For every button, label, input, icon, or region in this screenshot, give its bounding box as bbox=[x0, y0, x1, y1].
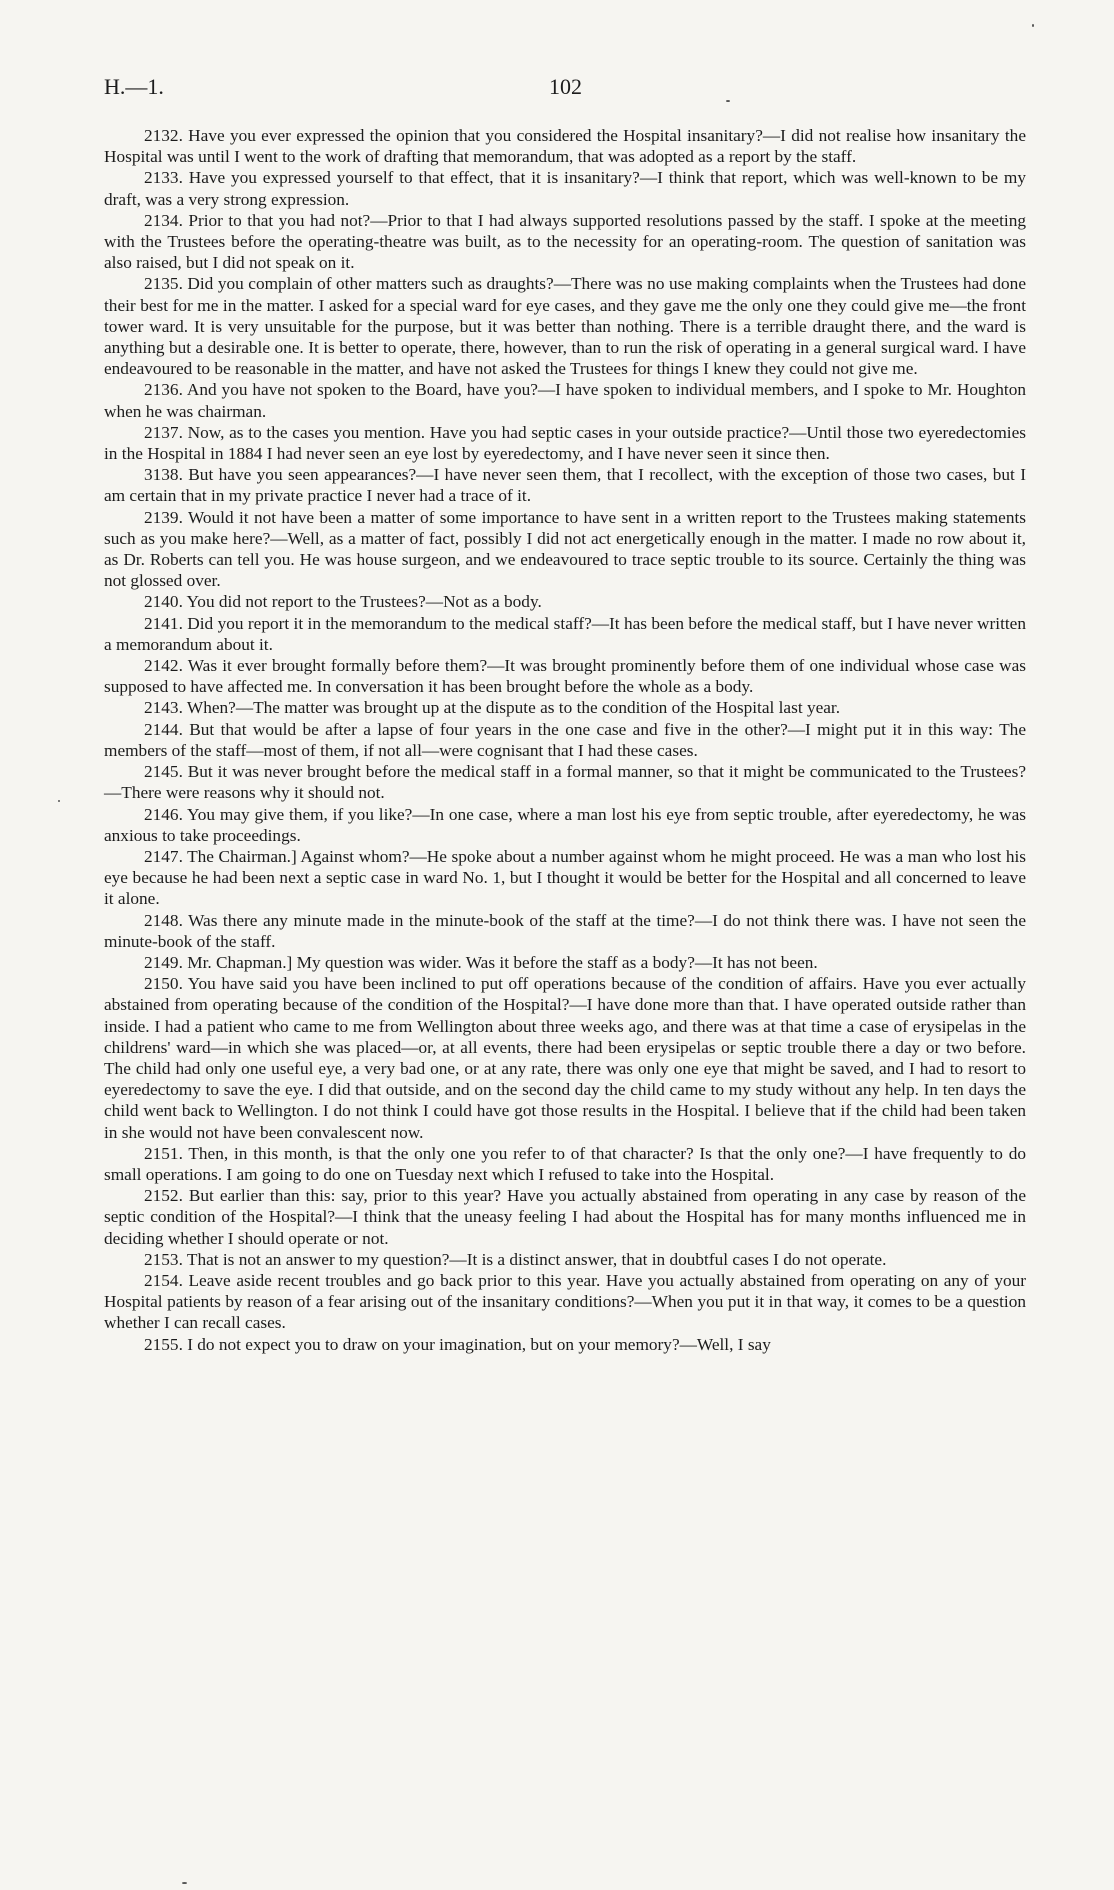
paragraph: 2153. That is not an answer to my question?—It is a distinct answer, that in doubtful cases I do not operate. bbox=[144, 1249, 887, 1269]
paragraph: 2144. But that would be after a lapse of four years in the one case and five in the other?—I might put it in this way: The members of the staff—most of them, if not all—were cognisant that I had these cases. bbox=[104, 719, 1026, 760]
paragraph: 2139. Would it not have been a matter of some importance to have sent in a written report to the Trustees making statements such as you make here?—Well, as a matter of fact, possibly I did not act energetically enough in the matter. I made no row about it, as Dr. Roberts can tell you. He was house surgeon, and we endeavoured to trace septic trouble to its source. Certainly the thing was not glossed over. bbox=[104, 507, 1026, 591]
paragraph: 2151. Then, in this month, is that the only one you refer to of that character? Is that the only one?—I have frequently to do small operations. I am going to do one on Tuesday next which I refused to take into the Hospital. bbox=[104, 1143, 1026, 1184]
page-number: 102 bbox=[549, 74, 582, 99]
paragraph: 2140. You did not report to the Trustees?—Not as a body. bbox=[144, 592, 542, 612]
paragraph: 3138. But have you seen appearances?—I have never seen them, that I recollect, with the exception of those two cases, but I am certain that in my private practice I never had a trace of it. bbox=[104, 465, 1026, 506]
paragraph: 2143. When?—The matter was brought up at the dispute as to the condition of the Hospital last year. bbox=[144, 698, 841, 718]
paragraph: 2145. But it was never brought before the medical staff in a formal manner, so that it might be communicated to the Trustees?—There were reasons why it should not. bbox=[104, 762, 1026, 803]
document-reference: H.—1. bbox=[104, 74, 164, 99]
page-header bbox=[104, 74, 1024, 108]
paragraph: 2150. You have said you have been inclined to put off operations because of the condition of affairs. Have you ever actually abstained from operating because of the condition of the Hospital?—I have done more than that. I have operated outside rather than inside. I had a patient who came to me from Wellington about three weeks ago, and there was at that time a case of erysipelas in the childrens' ward—in which she was placed—or, at all events, there had been erysipelas or septic trouble there a day or two before. The child had only one useful eye, a very bad one, or at any rate, there was only one eye that might be saved, and I had to resort to eyeredectomy to save the eye. I did that outside, and on the second day the child came to my study without any help. In ten days the child went back to Wellington. I do not think I could have got those results in the Hospital. I believe that if the child had been taken in she would not have been convalescent now. bbox=[104, 974, 1026, 1142]
paragraph: 2141. Did you report it in the memorandum to the medical staff?—It has been before the medical staff, but I have never written a memorandum about it. bbox=[104, 613, 1026, 654]
document-body bbox=[104, 125, 1026, 1355]
paragraph: 2149. Mr. Chapman.] My question was wider. Was it before the staff as a body?—It has not been. bbox=[144, 952, 818, 972]
paragraph: 2136. And you have not spoken to the Board, have you?—I have spoken to individual members, and I spoke to Mr. Houghton when he was chairman. bbox=[104, 380, 1026, 421]
paragraph: 2133. Have you expressed yourself to that effect, that it is insanitary?—I think that report, which was well-known to be my draft, was a very strong expression. bbox=[104, 168, 1026, 209]
paragraph: 2137. Now, as to the cases you mention. Have you had septic cases in your outside practice?—Until those two eyeredectomies in the Hospital in 1884 I had never seen an eye lost by eyeredectomy, and I have never seen it since then. bbox=[104, 422, 1026, 464]
paragraph: 2147. The Chairman.] Against whom?—He spoke about a number against whom he might proceed. He was a man who lost his eye because he had been next a septic case in ward No. 1, but I thought it would be better for the Hospital and all concerned to leave it alone. bbox=[104, 846, 1026, 909]
paragraph: 2134. Prior to that you had not?—Prior to that I had always supported resolutions passed by the staff. I spoke at the meeting with the Trustees before the operating-theatre was built, as to the necessity for an operating-room. The question of sanitation was also raised, but I did not speak on it. bbox=[104, 210, 1026, 273]
paragraph: 2146. You may give them, if you like?—In one case, where a man lost his eye from septic trouble, after eyeredectomy, he was anxious to take proceedings. bbox=[104, 804, 1026, 845]
paragraph: 2155. I do not expect you to draw on your imagination, but on your memory?—Well, I say bbox=[144, 1334, 771, 1354]
paragraph: 2154. Leave aside recent troubles and go back prior to this year. Have you actually abstained from operating on any of your Hospital patients by reason of a fear arising out of the insanitary conditions?—When you put it in that way, it comes to be a question whether I can recall cases. bbox=[104, 1270, 1026, 1333]
paragraph: 2132. Have you ever expressed the opinion that you considered the Hospital insanitary?—I did not realise how insanitary the Hospital was until I went to the work of drafting that memorandum, that was adopted as a report by the staff. bbox=[104, 126, 1026, 167]
paragraph: 2135. Did you complain of other matters such as draughts?—There was no use making complaints when the Trustees had done their best for me in the matter. I asked for a special ward for eye cases, and they gave me the only one they could give me—the front tower ward. It is very unsuitable for the purpose, but it was better than nothing. There is a terrible draught there, and the ward is anything but a desirable one. It is better to operate, there, however, than to run the risk of operating in a general surgical ward. I have endeavoured to be reasonable in the matter, and have not asked the Trustees for things I knew they could not give me. bbox=[104, 274, 1026, 379]
scan-speck bbox=[58, 800, 60, 802]
paragraph: 2142. Was it ever brought formally before them?—It was brought prominently before them of one individual whose case was supposed to have affected me. In conversation it has been brought before the whole as a body. bbox=[104, 656, 1026, 697]
paragraph: 2148. Was there any minute made in the minute-book of the staff at the time?—I do not think there was. I have not seen the minute-book of the staff. bbox=[104, 910, 1026, 951]
scan-speck bbox=[182, 1882, 187, 1884]
scan-speck bbox=[726, 100, 730, 102]
paragraph: 2152. But earlier than this: say, prior to this year? Have you actually abstained from operating in any case by reason of the septic condition of the Hospital?—I think that the uneasy feeling I had about the Hospital has for many months influenced me in deciding whether I should operate or not. bbox=[104, 1186, 1026, 1248]
scan-speck bbox=[1032, 24, 1034, 27]
